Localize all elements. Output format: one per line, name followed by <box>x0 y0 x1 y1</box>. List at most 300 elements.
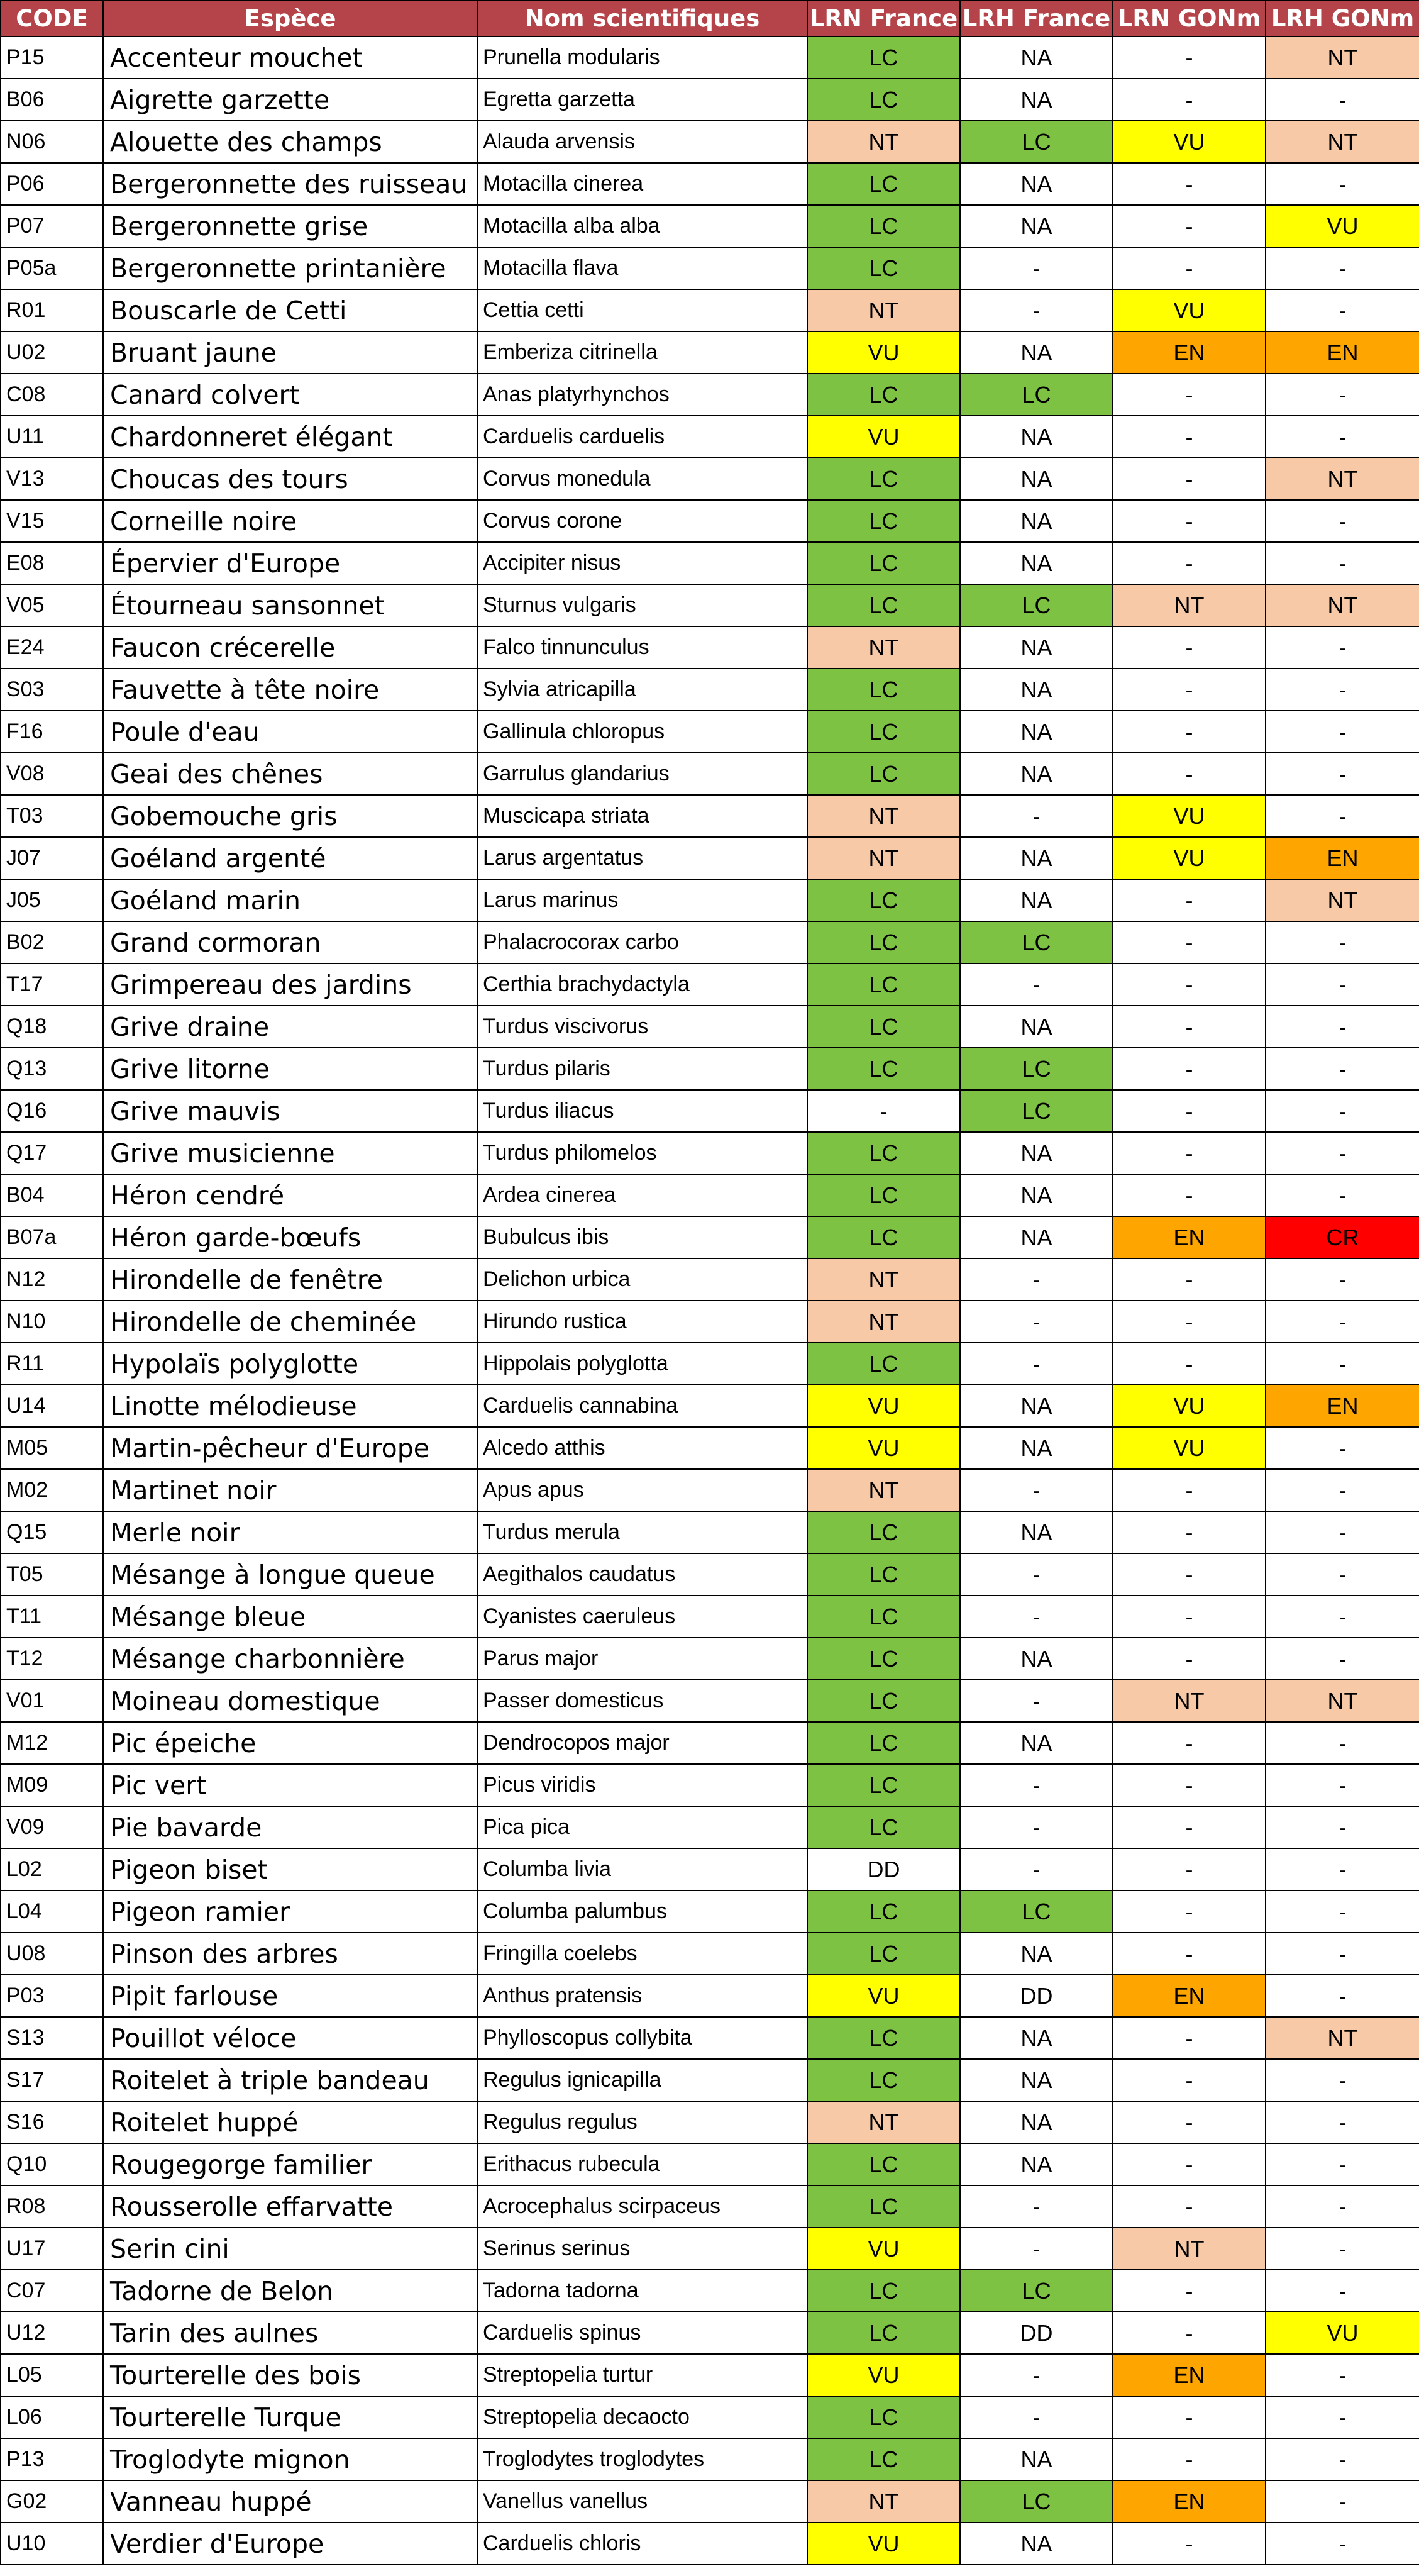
table-row <box>1 247 1419 289</box>
lrh-gonm-cell: NT <box>1266 879 1419 921</box>
espece-cell: Chardonneret élégant <box>103 416 477 458</box>
code-cell: Q16 <box>1 1090 103 1132</box>
code-cell: C07 <box>1 2270 103 2312</box>
espece-cell: Accenteur mouchet <box>103 36 477 79</box>
lrn-france-cell: VU <box>807 2354 960 2396</box>
espece-cell: Goéland argenté <box>103 837 477 879</box>
nom-scientifique-cell: Tadorna tadorna <box>477 2270 807 2312</box>
code-cell: P13 <box>1 2438 103 2480</box>
lrn-gonm-cell: - <box>1113 542 1266 584</box>
nom-scientifique-cell: Carduelis cannabina <box>477 1385 807 1427</box>
lrh-france-cell: NA <box>960 36 1113 79</box>
header-lrh-gonm: LRH GONm <box>1266 1 1419 36</box>
nom-scientifique-cell: Certhia brachydactyla <box>477 963 807 1006</box>
lrh-france-cell: NA <box>960 1511 1113 1553</box>
nom-scientifique-cell: Apus apus <box>477 1469 807 1511</box>
lrn-gonm-cell: VU <box>1113 1427 1266 1469</box>
lrh-france-cell: - <box>960 963 1113 1006</box>
lrn-gonm-cell: EN <box>1113 331 1266 374</box>
lrh-france-cell: LC <box>960 1090 1113 1132</box>
lrh-gonm-cell: - <box>1266 2185 1419 2228</box>
espece-cell: Mésange bleue <box>103 1596 477 1638</box>
nom-scientifique-cell: Hirundo rustica <box>477 1301 807 1343</box>
header-row <box>1 1 1419 36</box>
table-row <box>1 2017 1419 2059</box>
table-row <box>1 458 1419 500</box>
lrn-gonm-cell: - <box>1113 2438 1266 2480</box>
lrh-france-cell: - <box>960 2396 1113 2438</box>
table-row <box>1 2523 1419 2565</box>
lrn-france-cell: LC <box>807 2438 960 2480</box>
lrh-france-cell: - <box>960 1596 1113 1638</box>
lrn-gonm-cell: - <box>1113 36 1266 79</box>
lrn-france-cell: LC <box>807 2017 960 2059</box>
code-cell: U11 <box>1 416 103 458</box>
code-cell: S13 <box>1 2017 103 2059</box>
code-cell: U02 <box>1 331 103 374</box>
lrn-gonm-cell: - <box>1113 2523 1266 2565</box>
lrh-france-cell: LC <box>960 2270 1113 2312</box>
lrn-france-cell: VU <box>807 1427 960 1469</box>
nom-scientifique-cell: Sylvia atricapilla <box>477 669 807 711</box>
lrn-france-cell: NT <box>807 1258 960 1301</box>
table-body <box>1 36 1419 2565</box>
table-row <box>1 1975 1419 2017</box>
code-cell: T12 <box>1 1638 103 1680</box>
code-cell: Q10 <box>1 2143 103 2185</box>
lrh-gonm-cell: - <box>1266 1848 1419 1890</box>
nom-scientifique-cell: Hippolais polyglotta <box>477 1343 807 1385</box>
lrh-gonm-cell: - <box>1266 163 1419 205</box>
lrn-gonm-cell: EN <box>1113 2480 1266 2523</box>
lrn-france-cell: LC <box>807 374 960 416</box>
lrn-france-cell: NT <box>807 289 960 331</box>
lrh-gonm-cell: - <box>1266 2396 1419 2438</box>
lrh-france-cell: NA <box>960 331 1113 374</box>
lrh-france-cell: LC <box>960 1890 1113 1933</box>
lrn-gonm-cell: - <box>1113 1596 1266 1638</box>
espece-cell: Mésange charbonnière <box>103 1638 477 1680</box>
espece-cell: Troglodyte mignon <box>103 2438 477 2480</box>
espece-cell: Grive musicienne <box>103 1132 477 1174</box>
code-cell: G02 <box>1 2480 103 2523</box>
lrh-france-cell: NA <box>960 753 1113 795</box>
espece-cell: Vanneau huppé <box>103 2480 477 2523</box>
lrh-france-cell: NA <box>960 1427 1113 1469</box>
header-nom-scientifique: Nom scientifiques <box>477 1 807 36</box>
table-row <box>1 1174 1419 1216</box>
table-row <box>1 500 1419 542</box>
nom-scientifique-cell: Phylloscopus collybita <box>477 2017 807 2059</box>
code-cell: S16 <box>1 2101 103 2143</box>
espece-cell: Martinet noir <box>103 1469 477 1511</box>
lrh-gonm-cell: - <box>1266 1511 1419 1553</box>
lrh-france-cell: NA <box>960 711 1113 753</box>
table-row <box>1 416 1419 458</box>
code-cell: B02 <box>1 921 103 963</box>
espece-cell: Tourterelle Turque <box>103 2396 477 2438</box>
lrn-gonm-cell: - <box>1113 1806 1266 1848</box>
code-cell: S17 <box>1 2059 103 2101</box>
lrn-gonm-cell: NT <box>1113 584 1266 626</box>
code-cell: P15 <box>1 36 103 79</box>
lrh-france-cell: - <box>960 2228 1113 2270</box>
lrh-gonm-cell: EN <box>1266 837 1419 879</box>
espece-cell: Gobemouche gris <box>103 795 477 837</box>
table-row <box>1 2312 1419 2354</box>
table-row <box>1 2143 1419 2185</box>
lrn-gonm-cell: - <box>1113 2185 1266 2228</box>
lrn-gonm-cell: VU <box>1113 289 1266 331</box>
lrh-gonm-cell: - <box>1266 1806 1419 1848</box>
lrn-gonm-cell: - <box>1113 2017 1266 2059</box>
nom-scientifique-cell: Streptopelia turtur <box>477 2354 807 2396</box>
lrh-france-cell: NA <box>960 2059 1113 2101</box>
lrh-france-cell: - <box>960 289 1113 331</box>
lrh-gonm-cell: - <box>1266 1427 1419 1469</box>
lrn-gonm-cell: VU <box>1113 795 1266 837</box>
lrn-gonm-cell: - <box>1113 2396 1266 2438</box>
table-row <box>1 1343 1419 1385</box>
table-row <box>1 2185 1419 2228</box>
espece-cell: Étourneau sansonnet <box>103 584 477 626</box>
lrh-gonm-cell: - <box>1266 1469 1419 1511</box>
code-cell: L05 <box>1 2354 103 2396</box>
lrh-france-cell: DD <box>960 1975 1113 2017</box>
espece-cell: Pinson des arbres <box>103 1933 477 1975</box>
lrh-france-cell: LC <box>960 2480 1113 2523</box>
lrh-france-cell: - <box>960 2354 1113 2396</box>
lrn-france-cell: LC <box>807 458 960 500</box>
lrh-france-cell: NA <box>960 669 1113 711</box>
lrh-france-cell: - <box>960 795 1113 837</box>
espece-cell: Alouette des champs <box>103 121 477 163</box>
lrh-gonm-cell: - <box>1266 2143 1419 2185</box>
nom-scientifique-cell: Carduelis spinus <box>477 2312 807 2354</box>
lrn-france-cell: VU <box>807 1975 960 2017</box>
lrh-gonm-cell: - <box>1266 1132 1419 1174</box>
lrn-france-cell: NT <box>807 1301 960 1343</box>
lrn-gonm-cell: - <box>1113 963 1266 1006</box>
lrh-gonm-cell: - <box>1266 1638 1419 1680</box>
lrn-france-cell: LC <box>807 247 960 289</box>
espece-cell: Grive draine <box>103 1006 477 1048</box>
lrn-gonm-cell: NT <box>1113 1680 1266 1722</box>
lrn-gonm-cell: - <box>1113 1553 1266 1596</box>
lrn-france-cell: LC <box>807 2396 960 2438</box>
lrn-france-cell: LC <box>807 2312 960 2354</box>
lrn-france-cell: LC <box>807 1511 960 1553</box>
nom-scientifique-cell: Corvus monedula <box>477 458 807 500</box>
table-row <box>1 1553 1419 1596</box>
lrh-france-cell: NA <box>960 1216 1113 1258</box>
lrh-gonm-cell: - <box>1266 374 1419 416</box>
table-row <box>1 121 1419 163</box>
lrn-france-cell: LC <box>807 1132 960 1174</box>
lrh-gonm-cell: EN <box>1266 1385 1419 1427</box>
espece-cell: Corneille noire <box>103 500 477 542</box>
code-cell: N10 <box>1 1301 103 1343</box>
code-cell: T05 <box>1 1553 103 1596</box>
lrn-gonm-cell: - <box>1113 458 1266 500</box>
espece-cell: Bergeronnette grise <box>103 205 477 247</box>
code-cell: U10 <box>1 2523 103 2565</box>
table-row <box>1 2228 1419 2270</box>
code-cell: V01 <box>1 1680 103 1722</box>
lrn-gonm-cell: - <box>1113 1090 1266 1132</box>
table-row <box>1 36 1419 79</box>
lrh-france-cell: NA <box>960 1722 1113 1764</box>
table-row <box>1 837 1419 879</box>
nom-scientifique-cell: Motacilla flava <box>477 247 807 289</box>
lrn-france-cell: LC <box>807 669 960 711</box>
lrh-france-cell: - <box>960 247 1113 289</box>
lrh-gonm-cell: - <box>1266 2354 1419 2396</box>
lrh-gonm-cell: - <box>1266 921 1419 963</box>
table-row <box>1 2101 1419 2143</box>
lrn-gonm-cell: - <box>1113 1469 1266 1511</box>
nom-scientifique-cell: Corvus corone <box>477 500 807 542</box>
lrn-gonm-cell: - <box>1113 1848 1266 1890</box>
espece-cell: Roitelet à triple bandeau <box>103 2059 477 2101</box>
nom-scientifique-cell: Pica pica <box>477 1806 807 1848</box>
code-cell: Q17 <box>1 1132 103 1174</box>
table-row <box>1 542 1419 584</box>
lrh-gonm-cell: - <box>1266 79 1419 121</box>
table-row <box>1 374 1419 416</box>
lrn-france-cell: NT <box>807 121 960 163</box>
lrh-gonm-cell: VU <box>1266 205 1419 247</box>
espece-cell: Choucas des tours <box>103 458 477 500</box>
lrh-france-cell: NA <box>960 626 1113 669</box>
lrn-france-cell: VU <box>807 331 960 374</box>
nom-scientifique-cell: Alcedo atthis <box>477 1427 807 1469</box>
lrn-france-cell: NT <box>807 795 960 837</box>
code-cell: M05 <box>1 1427 103 1469</box>
lrh-gonm-cell: - <box>1266 1975 1419 2017</box>
lrh-gonm-cell: - <box>1266 1048 1419 1090</box>
lrn-gonm-cell: - <box>1113 374 1266 416</box>
code-cell: J07 <box>1 837 103 879</box>
lrn-france-cell: LC <box>807 1764 960 1806</box>
code-cell: R11 <box>1 1343 103 1385</box>
table-row <box>1 584 1419 626</box>
lrh-france-cell: NA <box>960 2101 1113 2143</box>
nom-scientifique-cell: Anas platyrhynchos <box>477 374 807 416</box>
nom-scientifique-cell: Troglodytes troglodytes <box>477 2438 807 2480</box>
lrh-gonm-cell: - <box>1266 1890 1419 1933</box>
nom-scientifique-cell: Carduelis chloris <box>477 2523 807 2565</box>
lrn-gonm-cell: - <box>1113 1511 1266 1553</box>
lrn-france-cell: LC <box>807 963 960 1006</box>
code-cell: Q18 <box>1 1006 103 1048</box>
lrh-france-cell: NA <box>960 79 1113 121</box>
code-cell: L06 <box>1 2396 103 2438</box>
header-code: CODE <box>1 1 103 36</box>
table-row <box>1 1764 1419 1806</box>
lrn-gonm-cell: - <box>1113 1132 1266 1174</box>
code-cell: F16 <box>1 711 103 753</box>
header-lrh-france: LRH France <box>960 1 1113 36</box>
code-cell: V15 <box>1 500 103 542</box>
lrh-france-cell: NA <box>960 1385 1113 1427</box>
nom-scientifique-cell: Accipiter nisus <box>477 542 807 584</box>
table-row <box>1 79 1419 121</box>
espece-cell: Canard colvert <box>103 374 477 416</box>
lrh-france-cell: - <box>960 1258 1113 1301</box>
lrh-france-cell: NA <box>960 2523 1113 2565</box>
lrh-france-cell: - <box>960 1469 1113 1511</box>
table-row <box>1 1638 1419 1680</box>
lrh-gonm-cell: - <box>1266 1006 1419 1048</box>
lrh-gonm-cell: - <box>1266 2101 1419 2143</box>
lrn-gonm-cell: - <box>1113 1933 1266 1975</box>
espece-cell: Bergeronnette des ruisseau <box>103 163 477 205</box>
espece-cell: Mésange à longue queue <box>103 1553 477 1596</box>
lrh-france-cell: LC <box>960 1048 1113 1090</box>
lrn-gonm-cell: VU <box>1113 121 1266 163</box>
lrn-gonm-cell: - <box>1113 711 1266 753</box>
lrn-france-cell: LC <box>807 205 960 247</box>
nom-scientifique-cell: Falco tinnunculus <box>477 626 807 669</box>
lrn-france-cell: LC <box>807 36 960 79</box>
table-row <box>1 963 1419 1006</box>
code-cell: V09 <box>1 1806 103 1848</box>
lrh-france-cell: - <box>960 1553 1113 1596</box>
nom-scientifique-cell: Motacilla cinerea <box>477 163 807 205</box>
lrn-france-cell: VU <box>807 2228 960 2270</box>
lrn-gonm-cell: - <box>1113 2101 1266 2143</box>
lrh-gonm-cell: - <box>1266 1343 1419 1385</box>
lrh-gonm-cell: - <box>1266 1258 1419 1301</box>
espece-cell: Grive litorne <box>103 1048 477 1090</box>
table-row <box>1 1722 1419 1764</box>
lrn-gonm-cell: - <box>1113 1301 1266 1343</box>
lrh-france-cell: LC <box>960 584 1113 626</box>
lrh-france-cell: NA <box>960 2143 1113 2185</box>
code-cell: E24 <box>1 626 103 669</box>
espece-cell: Geai des chênes <box>103 753 477 795</box>
nom-scientifique-cell: Anthus pratensis <box>477 1975 807 2017</box>
lrn-gonm-cell: - <box>1113 1258 1266 1301</box>
lrn-france-cell: LC <box>807 1343 960 1385</box>
lrn-gonm-cell: - <box>1113 79 1266 121</box>
table-row <box>1 669 1419 711</box>
espece-cell: Bergeronnette printanière <box>103 247 477 289</box>
espece-cell: Rougegorge familier <box>103 2143 477 2185</box>
lrn-france-cell: LC <box>807 921 960 963</box>
lrh-france-cell: - <box>960 1806 1113 1848</box>
lrn-france-cell: LC <box>807 2059 960 2101</box>
nom-scientifique-cell: Columba livia <box>477 1848 807 1890</box>
lrn-gonm-cell: - <box>1113 1343 1266 1385</box>
lrh-gonm-cell: - <box>1266 753 1419 795</box>
table-row <box>1 1006 1419 1048</box>
code-cell: T11 <box>1 1596 103 1638</box>
lrn-gonm-cell: - <box>1113 1638 1266 1680</box>
lrn-france-cell: NT <box>807 2480 960 2523</box>
table-row <box>1 1090 1419 1132</box>
lrn-france-cell: NT <box>807 1469 960 1511</box>
nom-scientifique-cell: Fringilla coelebs <box>477 1933 807 1975</box>
table-row <box>1 2480 1419 2523</box>
table-row <box>1 879 1419 921</box>
lrh-gonm-cell: EN <box>1266 331 1419 374</box>
espece-cell: Héron garde-bœufs <box>103 1216 477 1258</box>
lrh-france-cell: NA <box>960 458 1113 500</box>
table-row <box>1 1301 1419 1343</box>
lrn-gonm-cell: - <box>1113 1006 1266 1048</box>
nom-scientifique-cell: Turdus iliacus <box>477 1090 807 1132</box>
lrh-gonm-cell: - <box>1266 289 1419 331</box>
lrn-gonm-cell: - <box>1113 879 1266 921</box>
lrn-france-cell: LC <box>807 879 960 921</box>
espece-cell: Moineau domestique <box>103 1680 477 1722</box>
lrn-gonm-cell: - <box>1113 1722 1266 1764</box>
lrh-gonm-cell: - <box>1266 500 1419 542</box>
nom-scientifique-cell: Vanellus vanellus <box>477 2480 807 2523</box>
lrh-france-cell: LC <box>960 921 1113 963</box>
lrn-france-cell: LC <box>807 1216 960 1258</box>
nom-scientifique-cell: Dendrocopos major <box>477 1722 807 1764</box>
table-row <box>1 1216 1419 1258</box>
lrn-france-cell: LC <box>807 1680 960 1722</box>
table-row <box>1 753 1419 795</box>
nom-scientifique-cell: Regulus regulus <box>477 2101 807 2143</box>
espece-cell: Serin cini <box>103 2228 477 2270</box>
lrh-gonm-cell: - <box>1266 1722 1419 1764</box>
table-row <box>1 1848 1419 1890</box>
nom-scientifique-cell: Ardea cinerea <box>477 1174 807 1216</box>
lrn-france-cell: LC <box>807 1890 960 1933</box>
lrn-france-cell: LC <box>807 1722 960 1764</box>
code-cell: L04 <box>1 1890 103 1933</box>
nom-scientifique-cell: Egretta garzetta <box>477 79 807 121</box>
espece-cell: Grand cormoran <box>103 921 477 963</box>
lrn-france-cell: NT <box>807 837 960 879</box>
lrh-gonm-cell: - <box>1266 1933 1419 1975</box>
nom-scientifique-cell: Delichon urbica <box>477 1258 807 1301</box>
table-row <box>1 1890 1419 1933</box>
nom-scientifique-cell: Carduelis carduelis <box>477 416 807 458</box>
lrn-gonm-cell: NT <box>1113 2228 1266 2270</box>
lrn-france-cell: LC <box>807 79 960 121</box>
lrn-gonm-cell: - <box>1113 626 1266 669</box>
espece-cell: Grive mauvis <box>103 1090 477 1132</box>
table-row <box>1 289 1419 331</box>
nom-scientifique-cell: Bubulcus ibis <box>477 1216 807 1258</box>
nom-scientifique-cell: Cettia cetti <box>477 289 807 331</box>
lrh-gonm-cell: NT <box>1266 1680 1419 1722</box>
lrh-gonm-cell: - <box>1266 963 1419 1006</box>
lrh-gonm-cell: NT <box>1266 121 1419 163</box>
lrn-france-cell: VU <box>807 2523 960 2565</box>
code-cell: M09 <box>1 1764 103 1806</box>
lrh-france-cell: NA <box>960 163 1113 205</box>
code-cell: R08 <box>1 2185 103 2228</box>
nom-scientifique-cell: Emberiza citrinella <box>477 331 807 374</box>
code-cell: L02 <box>1 1848 103 1890</box>
nom-scientifique-cell: Turdus viscivorus <box>477 1006 807 1048</box>
lrh-france-cell: - <box>960 1764 1113 1806</box>
table-row <box>1 626 1419 669</box>
table-row <box>1 1427 1419 1469</box>
lrh-gonm-cell: - <box>1266 542 1419 584</box>
lrh-france-cell: NA <box>960 1132 1113 1174</box>
code-cell: M12 <box>1 1722 103 1764</box>
nom-scientifique-cell: Regulus ignicapilla <box>477 2059 807 2101</box>
espece-cell: Rousserolle effarvatte <box>103 2185 477 2228</box>
